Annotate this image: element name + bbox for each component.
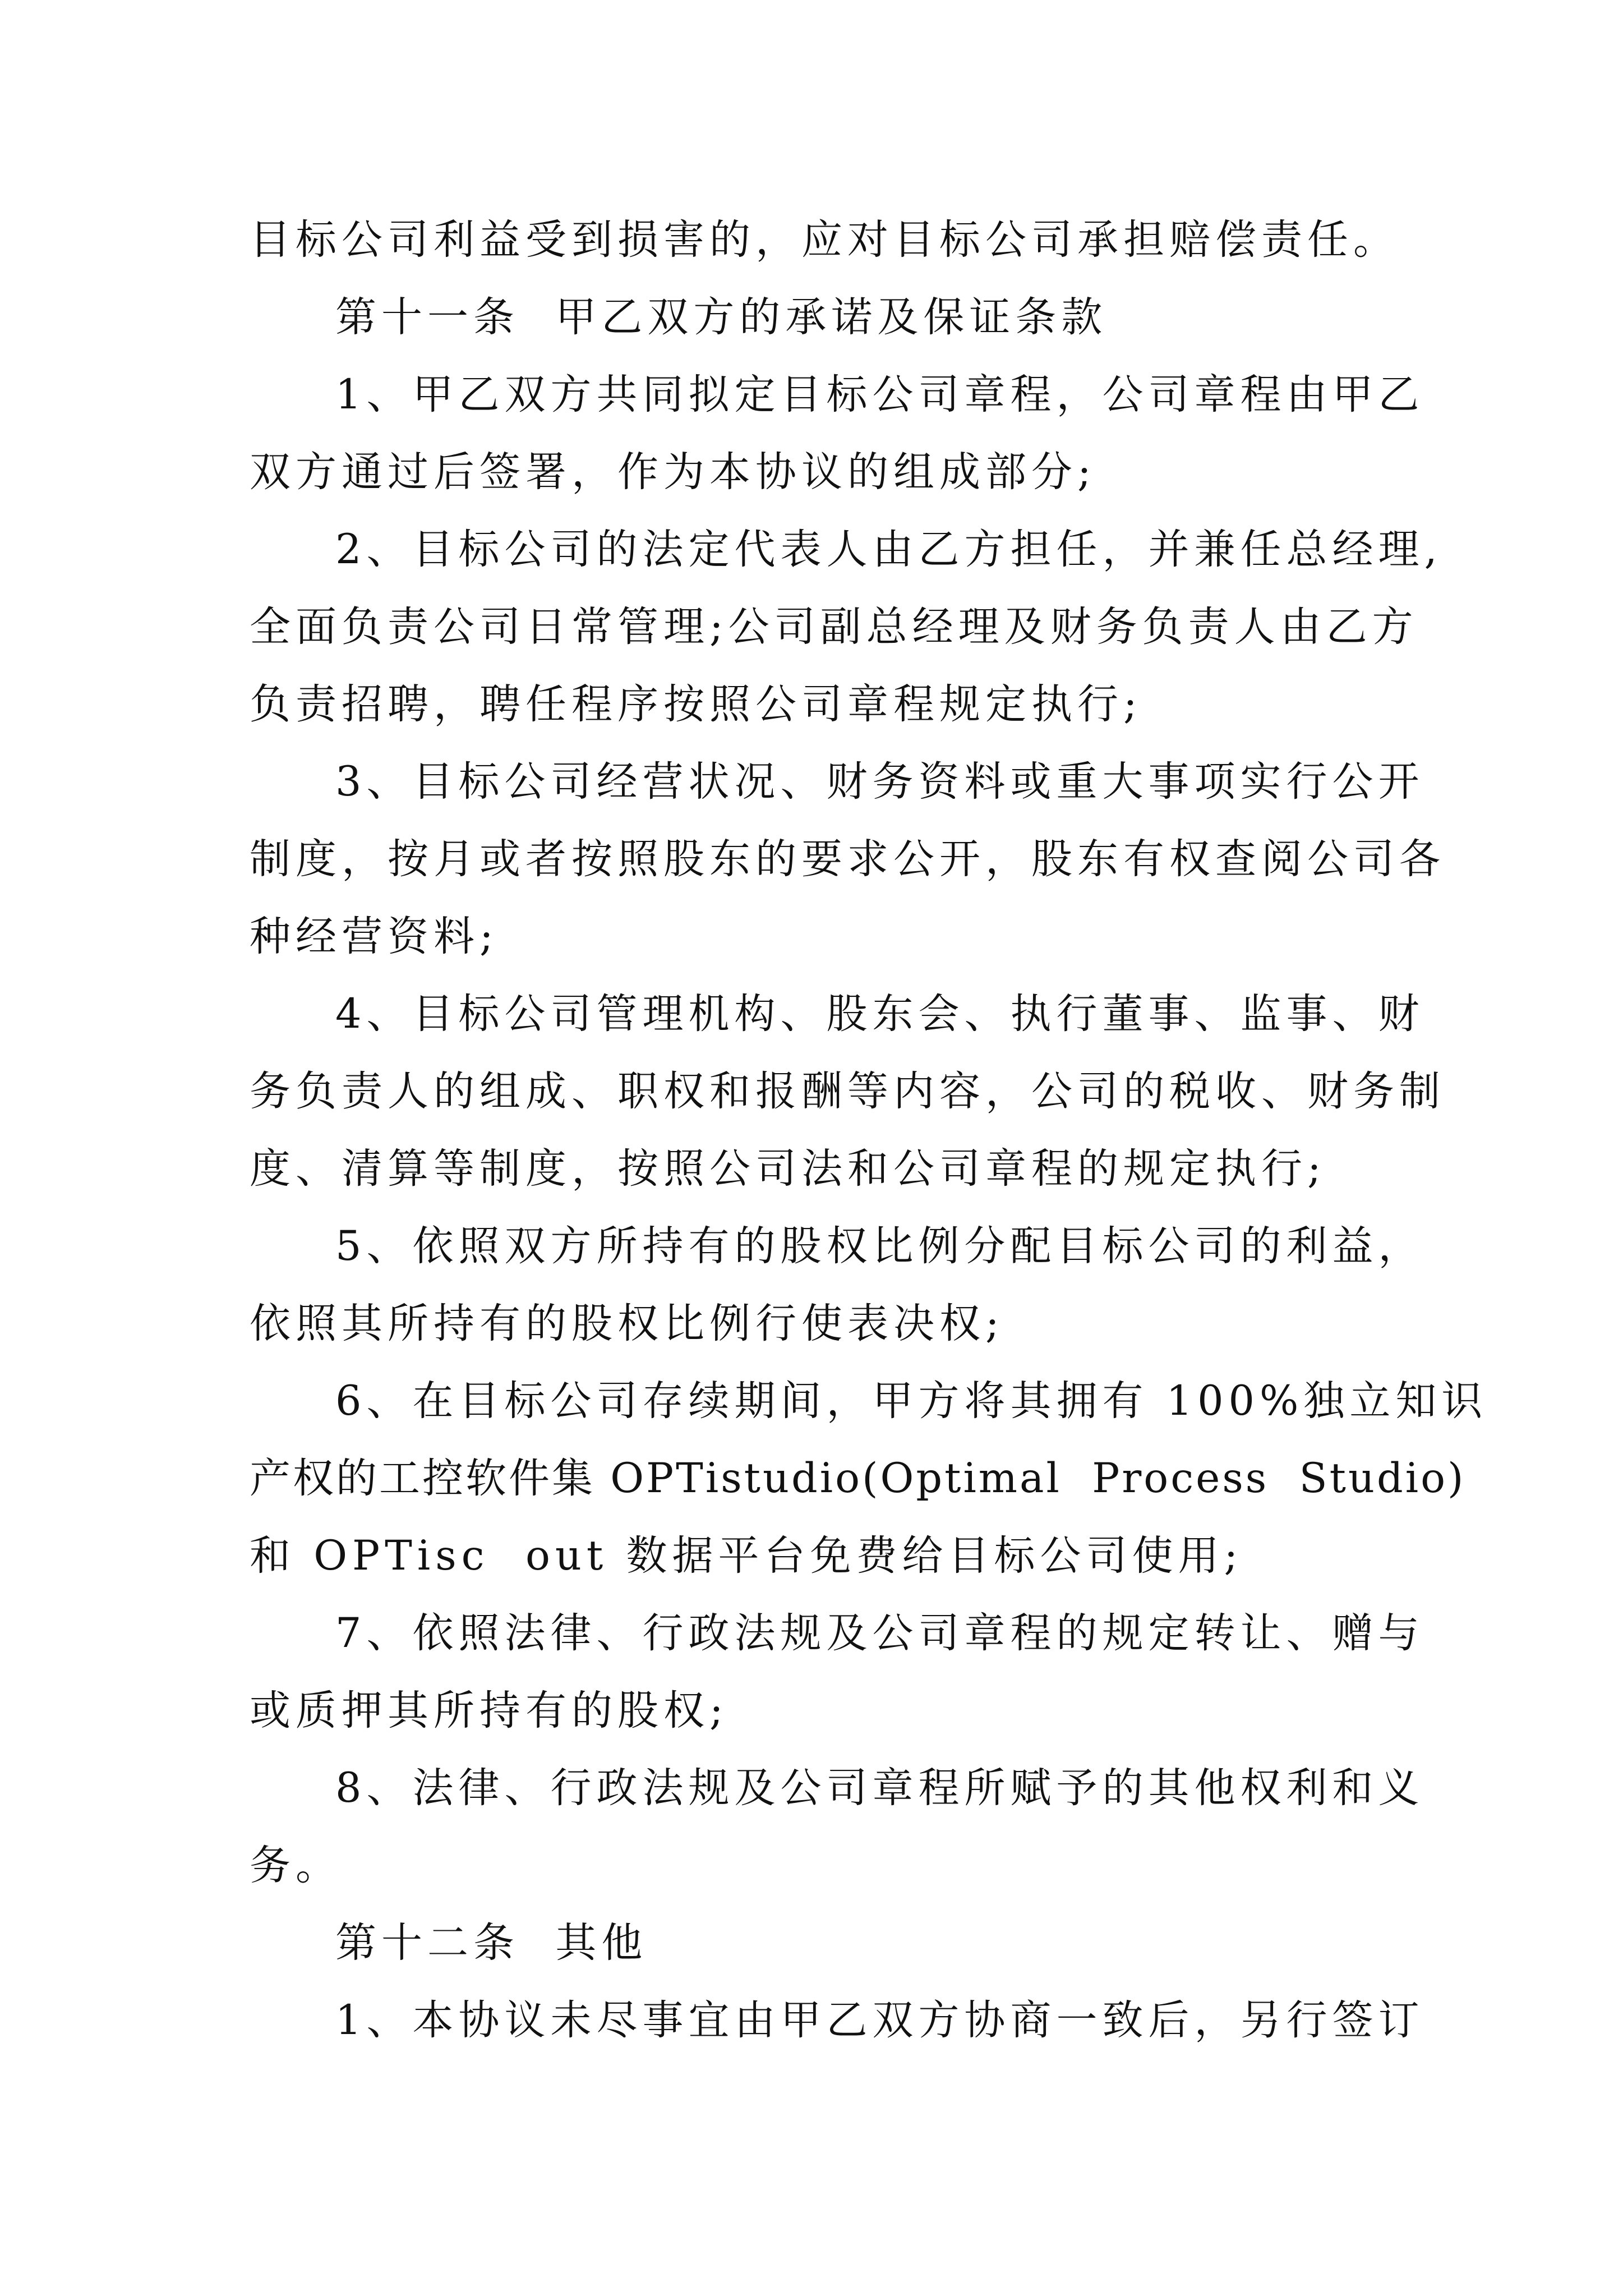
text-line-22: 务。 — [250, 1842, 342, 1889]
text-line-8: 3、目标公司经营状况、财务资料或重大事项实行公开 — [335, 758, 1424, 806]
text-line-14: 5、依照双方所持有的股权比例分配目标公司的利益， — [335, 1222, 1424, 1270]
text-line-15: 依照其所持有的股权比例行使表决权; — [250, 1300, 1004, 1347]
text-line-5: 2、目标公司的法定代表人由乙方担任，并兼任总经理, — [335, 526, 1442, 573]
text-line-16: 6、在目标公司存续期间，甲方将其拥有 100%独立知识 — [335, 1377, 1488, 1425]
text-line-18: 和 OPTisc out 数据平台免费给目标公司使用; — [250, 1532, 1243, 1580]
article-12-heading: 第十二条 其他 — [335, 1919, 648, 1967]
text-line-24: 1、本协议未尽事宜由甲乙双方协商一致后，另行签订 — [335, 1996, 1424, 2044]
article-11-heading: 第十一条 甲乙双方的承诺及保证条款 — [335, 293, 1108, 341]
text-line-3: 1、甲乙双方共同拟定目标公司章程，公司章程由甲乙 — [335, 371, 1424, 418]
text-line-12: 务负责人的组成、职权和报酬等内容，公司的税收、财务制 — [250, 1068, 1445, 1115]
text-line-19: 7、依照法律、行政法规及公司章程的规定转让、赠与 — [335, 1609, 1424, 1657]
text-line-7: 负责招聘，聘任程序按照公司章程规定执行; — [250, 680, 1142, 728]
text-line-6: 全面负责公司日常管理;公司副总经理及财务负责人由乙方 — [250, 603, 1418, 651]
text-line-4: 双方通过后签署，作为本协议的组成部分; — [250, 448, 1096, 496]
text-line-10: 种经营资料; — [250, 913, 499, 960]
text-line-11: 4、目标公司管理机构、股东会、执行董事、监事、财 — [335, 990, 1424, 1038]
text-line-13: 度、清算等制度，按照公司法和公司章程的规定执行; — [250, 1145, 1326, 1193]
text-line-1: 目标公司利益受到损害的，应对目标公司承担赔偿责任。 — [250, 216, 1399, 264]
text-line-17: 产权的工控软件集 OPTistudio(Optimal Process Studio) — [250, 1455, 1466, 1502]
text-line-21: 8、法律、行政法规及公司章程所赋予的其他权利和义 — [335, 1764, 1424, 1812]
text-line-9: 制度，按月或者按照股东的要求公开，股东有权查阅公司各 — [250, 835, 1445, 883]
text-line-20: 或质押其所持有的股权; — [250, 1687, 728, 1734]
